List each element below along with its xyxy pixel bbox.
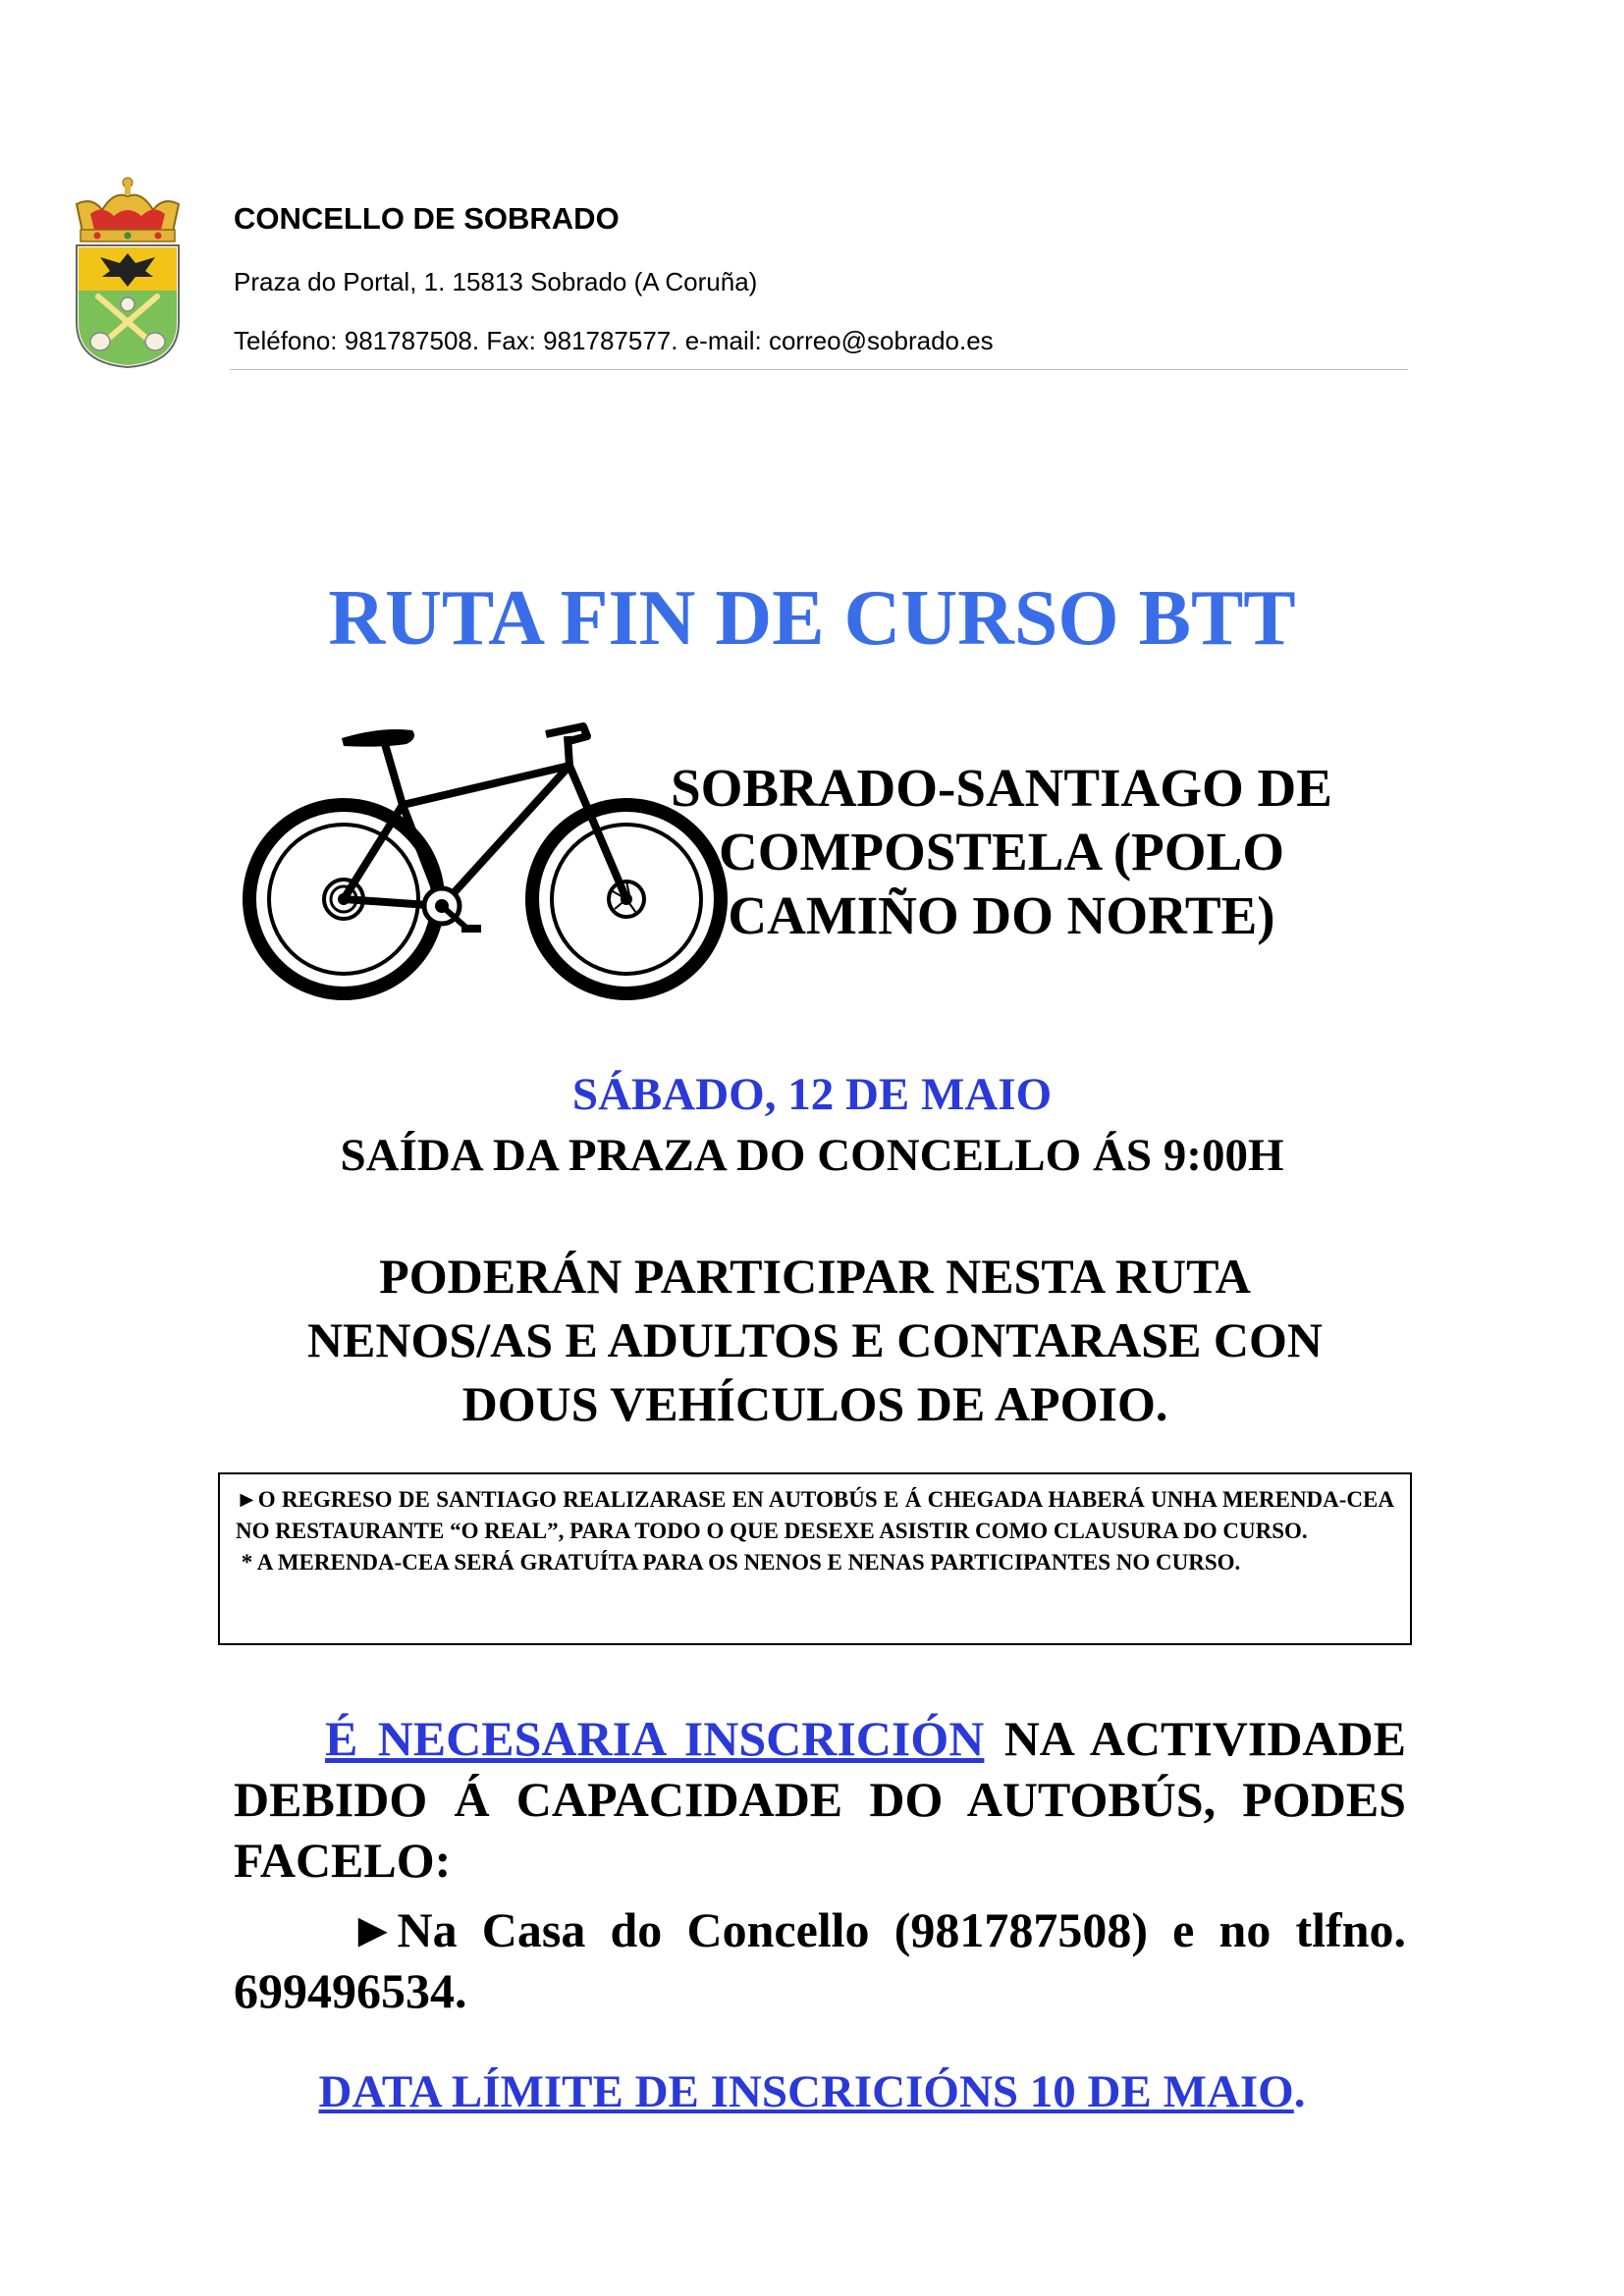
registration-deadline <box>0 2065 1624 2118</box>
organization-name: CONCELLO DE SOBRADO <box>234 201 620 236</box>
departure-info: SAÍDA DA PRAZA DO CONCELLO ÁS 9:00H <box>340 1130 1284 1181</box>
organization-contact: Teléfono: 981787508. Fax: 981787577. e-mail: correo@sobrado.es <box>234 326 994 355</box>
registration-text: NA ACTIVIDADE DEBIDO Á CAPACIDADE DO AUTOBÚS, PODES FACELO: <box>234 1711 1406 1888</box>
route-line: CAMIÑO DO NORTE) <box>728 885 1275 945</box>
participation-line: PODERÁN PARTICIPAR NESTA RUTA <box>379 1249 1251 1304</box>
deadline-link[interactable]: DATA LÍMITE DE INSCRICIÓNS 10 DE MAIO <box>318 2066 1294 2117</box>
deadline-period: . <box>1293 2066 1306 2117</box>
event-date: SÁBADO, 12 DE MAIO <box>571 1069 1053 1120</box>
registration-info <box>234 1708 1406 1891</box>
page-title: RUTA FIN DE CURSO BTT <box>328 575 1296 662</box>
registration-phone: ►Na Casa do Concello (981787508) e no tlfno. 699496534. <box>234 1902 1406 2018</box>
coat-of-arms-icon <box>63 175 192 371</box>
registration-required-link[interactable]: É NECESARIA INSCRICIÓN <box>325 1711 985 1766</box>
participation-line: DOUS VEHÍCULOS DE APOIO. <box>461 1376 1168 1431</box>
return-note-paragraph: ►O REGRESO DE SANTIAGO REALIZARASE EN AUTOBÚS E Á CHEGADA HABERÁ UNHA MERENDA-CEA NO RESTAURANTE “O REAL”, PARA TODO O QUE DESEXE ASISTIR COMO CLAUSURA DO CURSO. <box>236 1487 1394 1543</box>
organization-address: Praza do Portal, 1. 15813 Sobrado (A Coruña) <box>234 267 758 296</box>
registration-paragraph <box>234 1708 1406 1891</box>
dinner-note-paragraph: * A MERENDA-CEA SERÁ GRATUÍTA PARA OS NENOS E NENAS PARTICIPANTES NO CURSO. <box>236 1550 1241 1575</box>
route-line: SOBRADO-SANTIAGO DE <box>671 758 1332 818</box>
return-note-box <box>218 1472 1412 1645</box>
route-line: COMPOSTELA (POLO <box>718 822 1285 881</box>
route-description <box>628 756 1375 947</box>
participation-line: NENOS/AS E ADULTOS E CONTARASE CON <box>306 1312 1324 1367</box>
header-divider <box>230 369 1408 370</box>
participation-info <box>275 1245 1355 1436</box>
